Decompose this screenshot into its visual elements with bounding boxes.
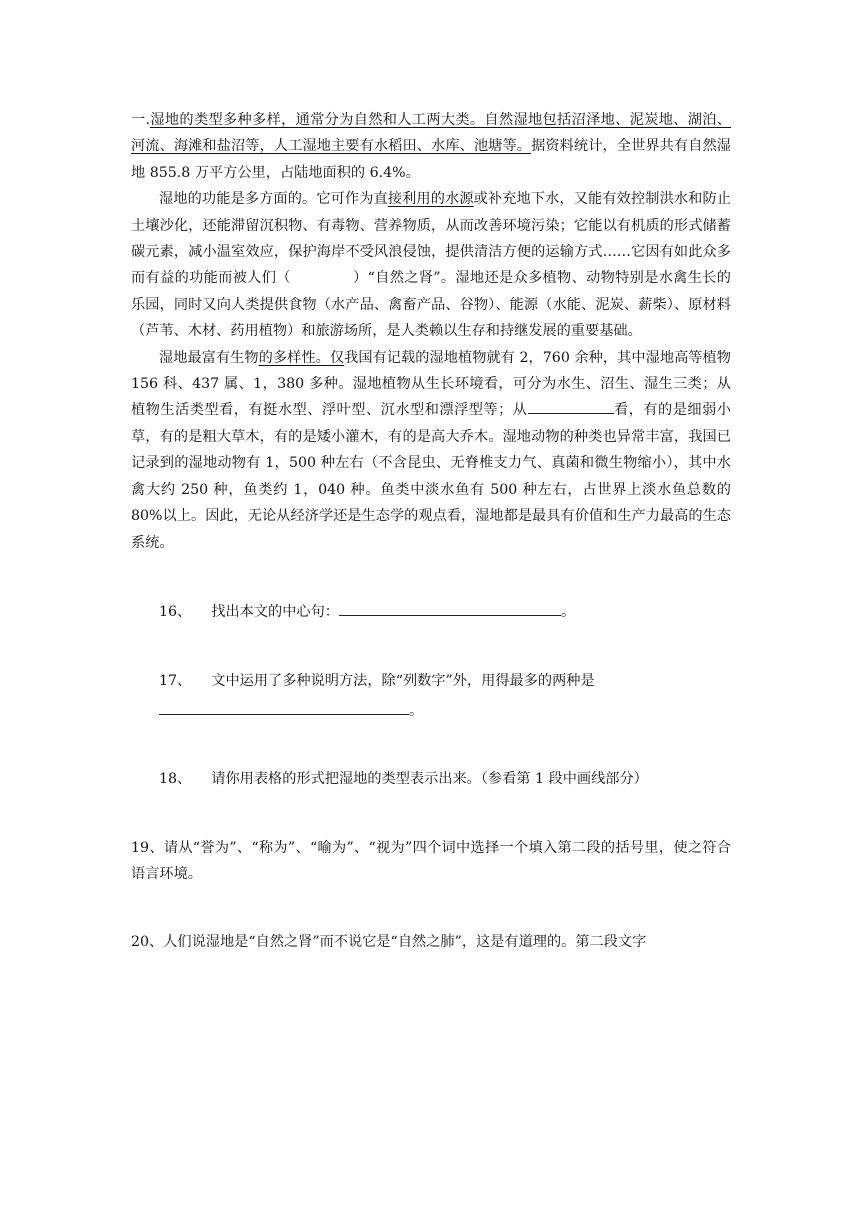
question-19 <box>131 835 731 888</box>
question-16 <box>131 599 731 625</box>
question-20 <box>131 929 731 955</box>
question-17-answer-line <box>131 698 731 724</box>
paragraph-2-text-b: 或补充地下水，又能有效控制洪水和防止土壤沙化，还能滞留沉积物、有毒物、营养物质，从而改善环境污染；它能以有机质的形式储蓄碳元素，减小温室效应，保护海岸不受风浪侵蚀，提供清洁方便的运输方式……它因有如此众多而有益的功能而被人们（ <box>131 191 731 287</box>
paragraph-3-text-a: 湿地最富有生物 <box>159 349 259 366</box>
paragraph-3-text-b: 我国有记载的湿地植物就有 2，760 余种，其中湿地高等植物 156 科、437 属、1，380 多种。湿地植物从生长环境看，可分为水生、沼生、湿生三类；从植物生活类型看，有挺水型、浮叶型、沉水型和漂浮型等；从 <box>131 349 731 419</box>
question-17-end: 。 <box>409 702 424 719</box>
answer-blank-17[interactable] <box>159 700 409 715</box>
question-18 <box>131 766 731 792</box>
paragraph-1-lead: 一. <box>131 112 151 128</box>
paragraph-3 <box>131 345 731 556</box>
paragraph-2-underlined: 接利用的水源 <box>387 191 474 208</box>
answer-blank-16[interactable] <box>339 601 561 616</box>
paragraph-2-text-a: 湿地的功能是多方面的。它可作为直 <box>159 191 388 208</box>
underlined-wetland-types: 湿地的类型多种多样，通常分为自然和人工两大类。自然湿地包括沼泽地、泥炭地、湖泊、河流、海滩和盐沼等，人工湿地主要有水稻田、水库、池塘等。 <box>131 112 731 155</box>
question-17-number: 17、 <box>159 672 192 689</box>
paragraph-2 <box>131 186 731 344</box>
question-16-text: 找出本文的中心句： <box>211 603 339 620</box>
question-18-text: 请你用表格的形式把湿地的类型表示出来。（参看第 1 段中画线部分） <box>211 770 648 787</box>
paragraph-3-underlined: 的多样性。仅 <box>258 349 345 366</box>
question-17 <box>131 668 731 694</box>
question-19-text: 19、请从“誉为”、“称为”、“喻为”、“视为”四个词中选择一个填入第二段的括号里，使之符合语言环境。 <box>131 839 731 883</box>
fill-blank-line[interactable] <box>528 399 614 414</box>
question-16-end: 。 <box>560 603 576 620</box>
paragraph-1-rest: 据资料统计，全世界共有自然湿地 855.8 万平方公里，占陆地面积的 6.4%。 <box>131 138 731 181</box>
question-18-number: 18、 <box>159 770 192 787</box>
document-page <box>131 0 731 955</box>
paragraph-3-text-c: 看，有的是细弱小草，有的是粗大草木，有的是矮小灌木，有的是高大乔木。湿地动物的种类也异常丰富，我国已记录到的湿地动物有 1，500 种左右（不含昆虫、无脊椎支力气、真菌和微生物缩小），其中水禽大约 250 种，鱼类约 1，040 种。鱼类中淡水鱼有 500 种左右，占世界上淡水鱼总数的 80%以上。因此，无论从经济学还是生态学的观点看，湿地都是最具有价值和生产力最高的生态系统。 <box>131 402 731 551</box>
question-16-number: 16、 <box>159 603 192 620</box>
paragraph-2-text-c: ）“自然之肾”。湿地还是众多植物、动物特别是水禽生长的乐园，同时又向人类提供食物（水产品、禽畜产品、谷物）、能源（水能、泥炭、薪柴）、原材料（芦苇、木材、药用植物）和旅游场所，是人类赖以生存和持继发展的重要基础。 <box>131 270 731 340</box>
paragraph-1 <box>131 107 731 186</box>
question-17-text: 文中运用了多种说明方法，除“列数字”外，用得最多的两种是 <box>211 672 595 689</box>
question-20-text: 20、人们说湿地是“自然之肾”而不说它是“自然之肺”，这是有道理的。第二段文字 <box>131 933 647 950</box>
